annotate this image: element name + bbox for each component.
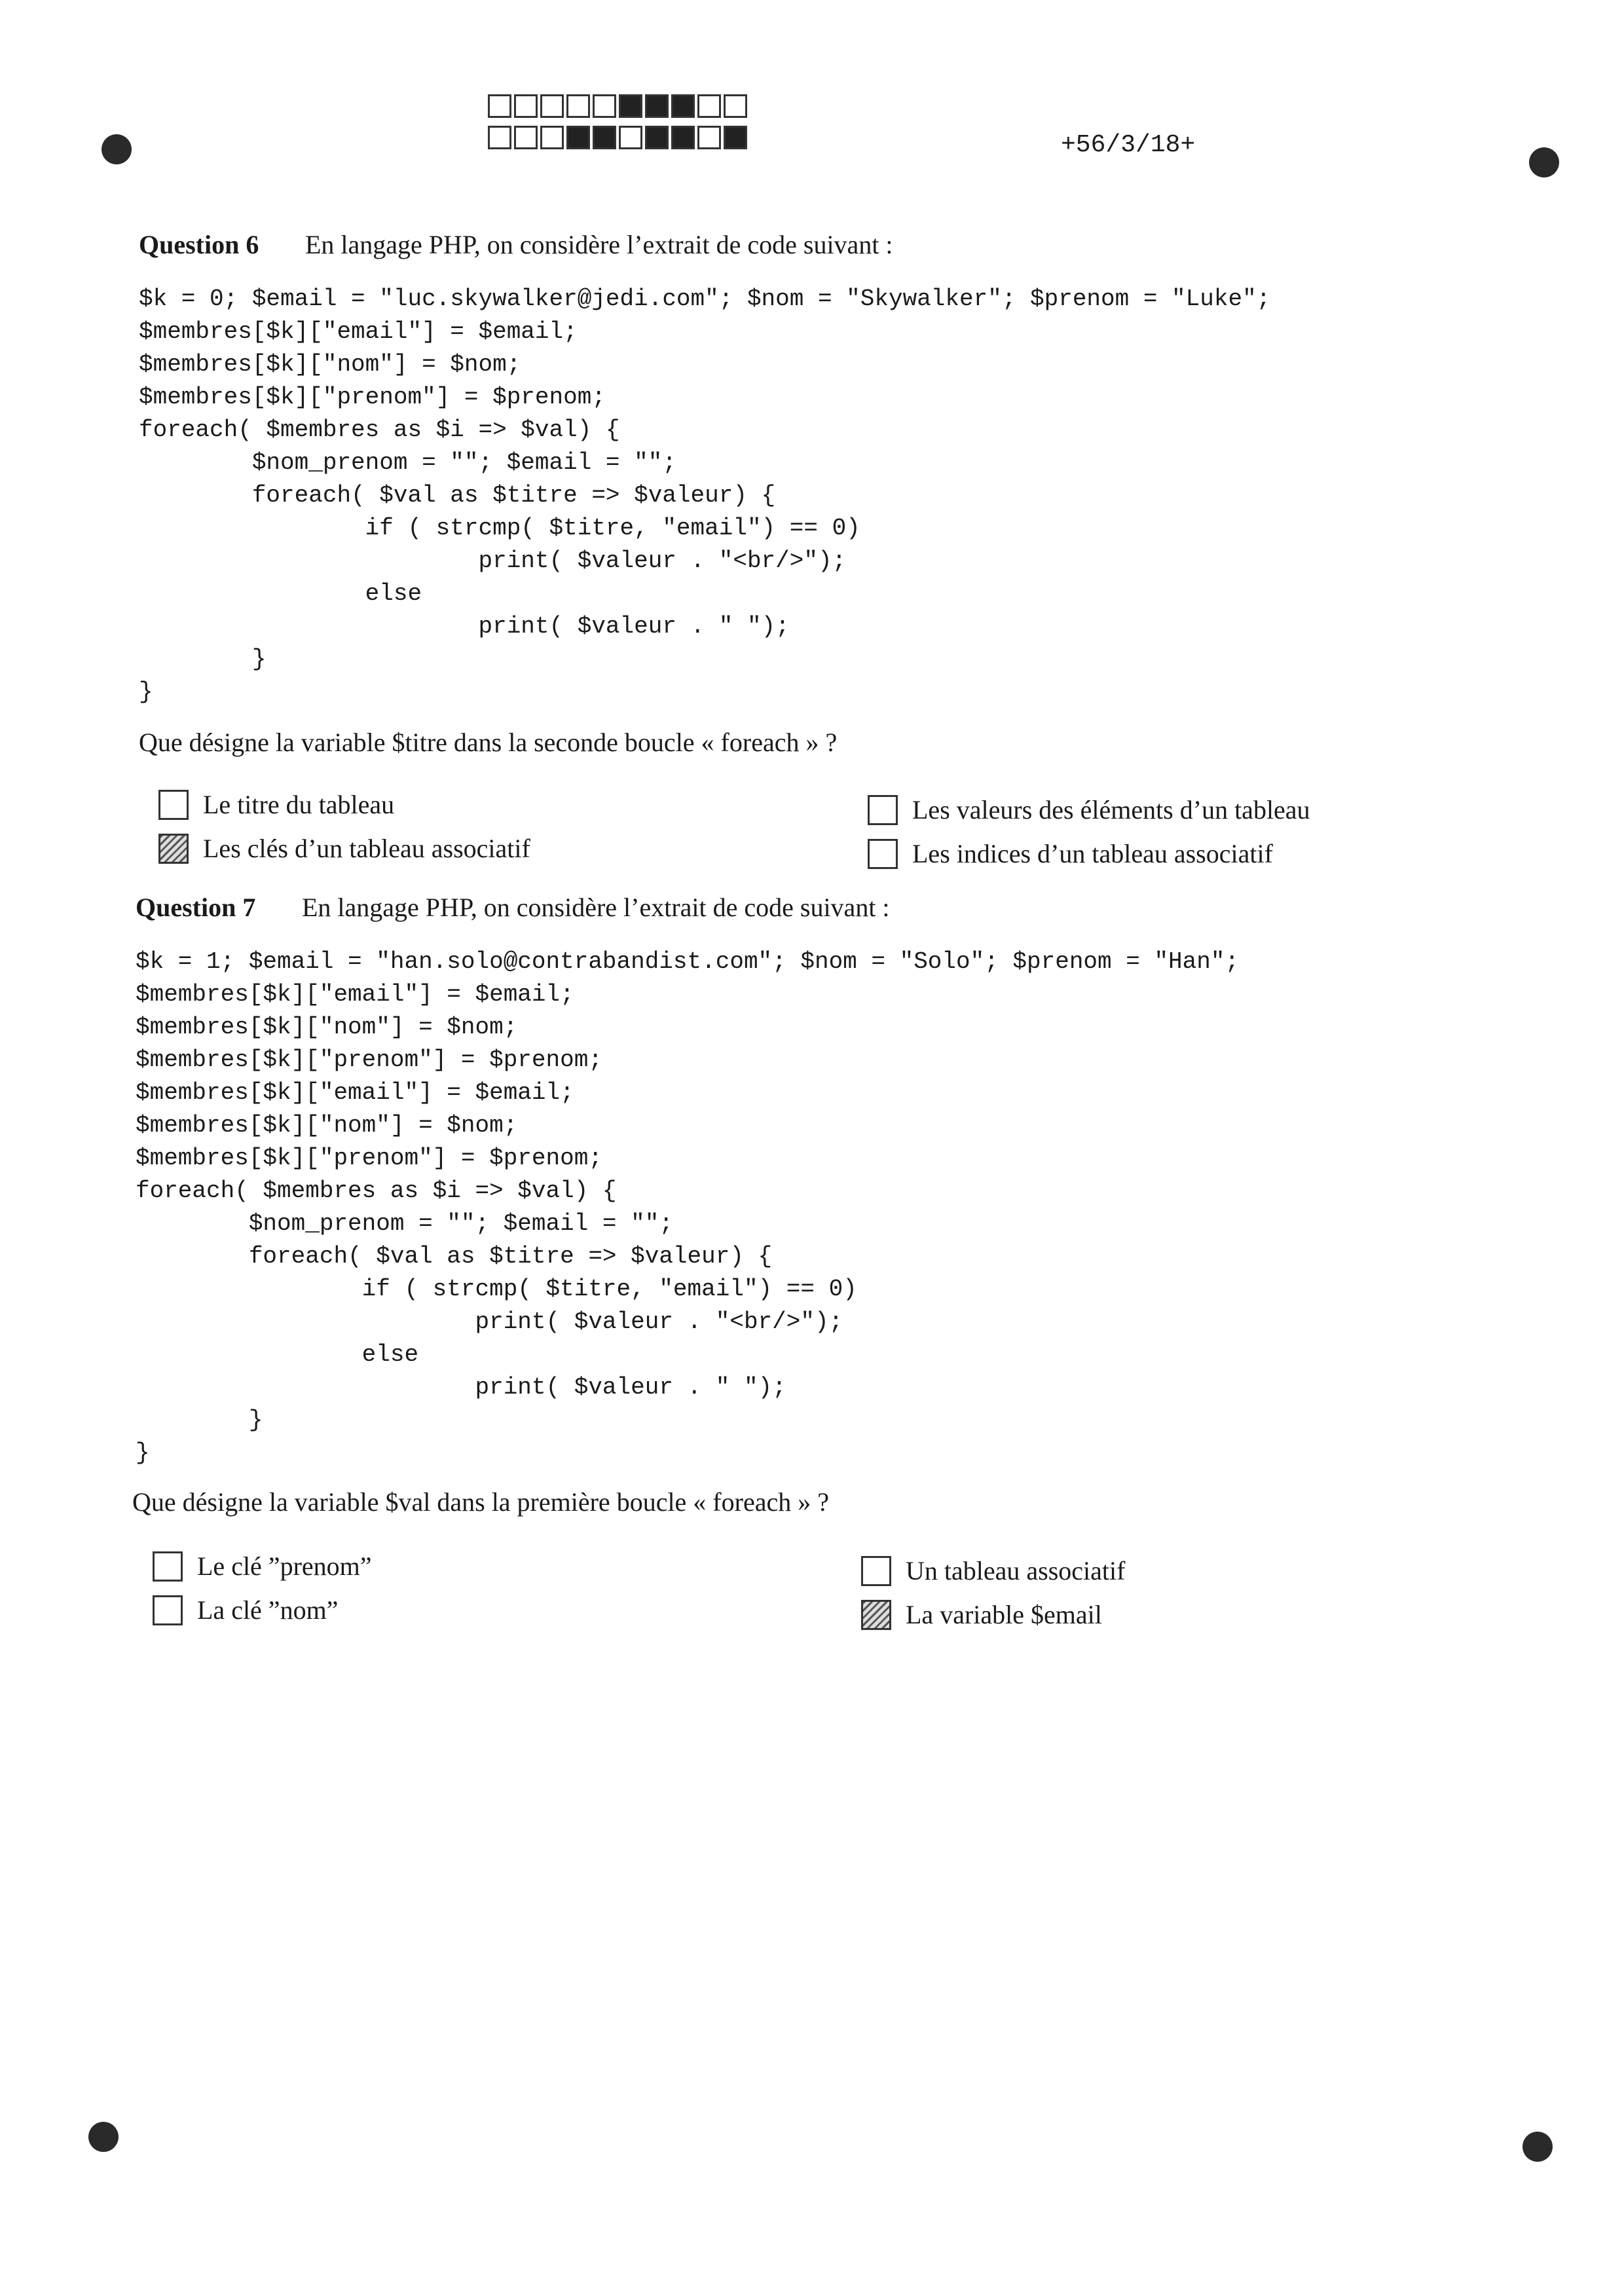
- id-code-cell: [514, 94, 538, 118]
- id-code-cell: [697, 126, 721, 149]
- q6-choice-4[interactable]: [868, 838, 1273, 869]
- registration-mark-bottom-left: [88, 2122, 119, 2152]
- checkbox[interactable]: [153, 1595, 183, 1625]
- q6-choice-3[interactable]: [868, 794, 1310, 825]
- id-code-cell: [697, 94, 721, 118]
- question-intro: En langage PHP, on considère l’extrait de code suivant :: [302, 893, 890, 922]
- q7-choice-1[interactable]: [153, 1551, 372, 1582]
- id-code-cell: [671, 94, 695, 118]
- registration-mark-top-left: [101, 134, 132, 164]
- id-code-cell: [645, 94, 669, 118]
- id-code-cell: [724, 94, 747, 118]
- id-code-cell: [619, 94, 642, 118]
- checkbox[interactable]: [158, 790, 189, 820]
- choice-label: La clé ”nom”: [197, 1595, 339, 1625]
- checkbox[interactable]: [861, 1556, 891, 1586]
- choice-label: Un tableau associatif: [906, 1556, 1126, 1585]
- question-6-code: $k = 0; $email = "luc.skywalker@jedi.com"; $nom = "Skywalker"; $prenom = "Luke"; $membres[$k]["email"] = $email; $membres[$k]["nom"] = $nom; $membres[$k]["prenom"] = $prenom; foreach( $membres as $i => $val) { $nom_prenom = ""; $email = ""; foreach( $val as $titre => $valeur) { if ( strcmp( $titre, "email") == 0) print( $valeur . "<br/>"); else print( $valeur . " "); } }: [139, 286, 1271, 705]
- checkbox[interactable]: [153, 1551, 183, 1582]
- id-code-cell: [566, 94, 590, 118]
- id-code-cell: [724, 126, 747, 149]
- q6-choice-2[interactable]: [158, 833, 530, 864]
- id-code-cell: [671, 126, 695, 149]
- id-code-cell: [619, 126, 642, 149]
- choice-label: La variable $email: [906, 1600, 1102, 1629]
- question-number: Question 6: [139, 230, 259, 259]
- id-code-cell: [540, 126, 564, 149]
- q7-choice-2[interactable]: [153, 1595, 338, 1625]
- registration-mark-bottom-right: [1522, 2132, 1553, 2162]
- question-7-code: $k = 1; $email = "han.solo@contrabandist.com"; $nom = "Solo"; $prenom = "Han"; $membres[$k]["email"] = $email; $membres[$k]["nom"] = $nom; $membres[$k]["prenom"] = $prenom; $membres[$k]["email"] = $email; $membres[$k]["nom"] = $nom; $membres[$k]["prenom"] = $prenom; foreach( $membres as $i => $val) { $nom_prenom = ""; $email = ""; foreach( $val as $titre => $valeur) { if ( strcmp( $titre, "email") == 0) print( $valeur . "<br/>"); else print( $valeur . " "); } }: [136, 948, 1240, 1466]
- checkbox[interactable]: [868, 839, 898, 869]
- id-code-cell: [566, 126, 590, 149]
- registration-mark-top-right: [1529, 147, 1559, 177]
- question-6-prompt: Que désigne la variable $titre dans la seconde boucle « foreach » ?: [139, 728, 838, 757]
- question-7-prompt: Que désigne la variable $val dans la première boucle « foreach » ?: [132, 1487, 829, 1517]
- id-code-cell: [593, 94, 616, 118]
- id-code-cell: [488, 94, 511, 118]
- choice-label: Les valeurs des éléments d’un tableau: [912, 795, 1310, 824]
- id-code-cell: [488, 126, 511, 149]
- checkbox[interactable]: [158, 834, 189, 864]
- id-code-row-2: [488, 126, 750, 149]
- id-code-cell: [514, 126, 538, 149]
- q6-choice-1[interactable]: [158, 789, 394, 820]
- question-7-heading: [136, 892, 890, 923]
- choice-label: Le titre du tableau: [203, 790, 395, 819]
- q7-choice-4[interactable]: [861, 1599, 1102, 1630]
- choice-label: Les clés d’un tableau associatif: [203, 834, 530, 863]
- question-intro: En langage PHP, on considère l’extrait de code suivant :: [305, 230, 893, 259]
- id-code-cell: [540, 94, 564, 118]
- page-identifier: +56/3/18+: [1061, 131, 1196, 159]
- id-code-cell: [593, 126, 616, 149]
- id-code-row-1: [488, 94, 750, 118]
- question-6-heading: [139, 229, 893, 260]
- choice-label: Les indices d’un tableau associatif: [912, 839, 1273, 868]
- q7-choice-3[interactable]: [861, 1555, 1125, 1586]
- choice-label: Le clé ”prenom”: [197, 1551, 372, 1581]
- id-code-cell: [645, 126, 669, 149]
- checkbox[interactable]: [868, 795, 898, 825]
- checkbox[interactable]: [861, 1600, 891, 1630]
- question-number: Question 7: [136, 893, 256, 922]
